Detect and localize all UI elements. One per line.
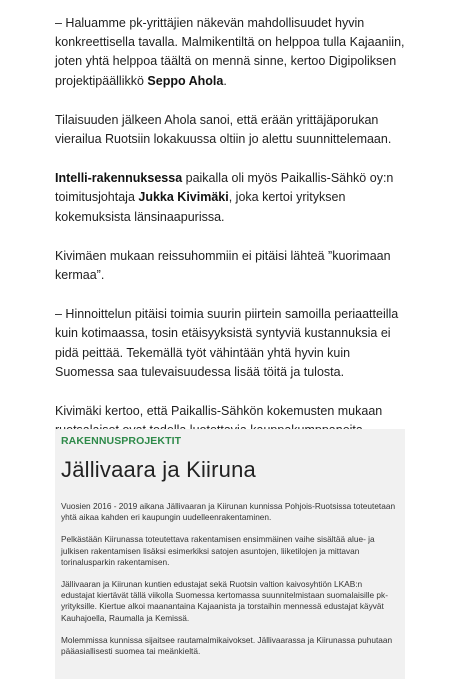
paragraph-text: , joka kertoi yrityksen kokemuksista länsinaapurissa. [55,190,346,224]
factbox-paragraph: Vuosien 2016 - 2019 aikana Jällivaaran ja Kiirunan kunnissa Pohjois-Ruotsissa toteutetaan yhtä aikaa kahden eri kaupungin uudelleenrakentaminen. [61,501,396,523]
factbox-title: Jällivaara ja Kiiruna [61,457,256,482]
article-paragraph [55,14,410,91]
paragraph-text: . [223,73,227,88]
bold-name: Jukka Kivimäki [138,190,229,205]
bold-name: Seppo Ahola [147,73,224,88]
factbox-paragraph: Molemmissa kunnissa sijaitsee rautamalmikaivokset. Jällivaarassa ja Kiirunassa puhutaan pääasiallisesti suomea tai meänkieltä. [61,634,393,657]
article-body [55,14,410,460]
paragraph-text: Tilaisuuden jälkeen Ahola sanoi, että erään yrittäjäporukan vierailua Ruotsiin lokakuussa oltiin jo alettu suunnittelemaan. [55,112,392,147]
factbox-body [61,501,397,668]
paragraph-text: Kivimäki kertoo, että Paikallis-Sähkön kokemusten mukaan [55,404,383,419]
article-paragraph [55,305,410,382]
paragraph-text: – Haluamme pk-yrittäjien näkevän mahdollisuudet hyvin konkreettisella tavalla. Malmikentiltä on helppoa tulla Kajaaniin, joten yhtä helppoa täältä on mennä sinne, kertoo Digipoliksen projektipäällikkö [55,16,405,88]
factbox-paragraph: Pelkästään Kiirunassa toteutettava rakentamisen ensimmäinen vaihe sisältää alue- ja julkisen rakentamisen lisäksi esimerkiksi satojen asuntojen, liiketilojen ja mittavan torinalusparkin rakentamisen. [61,534,375,567]
bold-name: Intelli-rakennuksessa [55,171,183,186]
factbox-tag: RAKENNUSPROJEKTIT [61,435,182,447]
paragraph-text: Kivimäen mukaan reissuhommiin ei pitäisi lähteä ”kuorimaan kermaa”. [55,248,391,283]
article-paragraph [55,111,410,149]
factbox-paragraph: Jällivaaran ja Kiirunan kuntien edustajat sekä Ruotsin valtion kaivosyhtiön LKAB:n edustajat kiertävät tällä viikolla Suomessa kertomassa suunnitelmistaan suomalaisille pk-yrityksille. Kiertue alkoi maanantaina Kajaanista ja torstaihin mennessä edustajat käyvät Kauhajoella, Raumalla ja Kemissä. [61,579,388,623]
factbox [55,429,405,679]
paragraph-text: – Hinnoittelun pitäisi toimia suurin piirtein samoilla periaatteilla kuin kotimaassa, tosin etäisyyksistä syntyviä kustannuksia ei pidä peittää. Tekemällä työt vähintään yhtä hyvin kuin Suomessa saa tulevaisuudessa lisää töitä ja tulosta. [55,307,399,379]
article-paragraph [55,247,410,285]
article-paragraph [55,169,410,227]
paragraph-text: paikalla oli myös Paikallis-Sähkö oy:n toimitusjohtaja [55,171,394,205]
